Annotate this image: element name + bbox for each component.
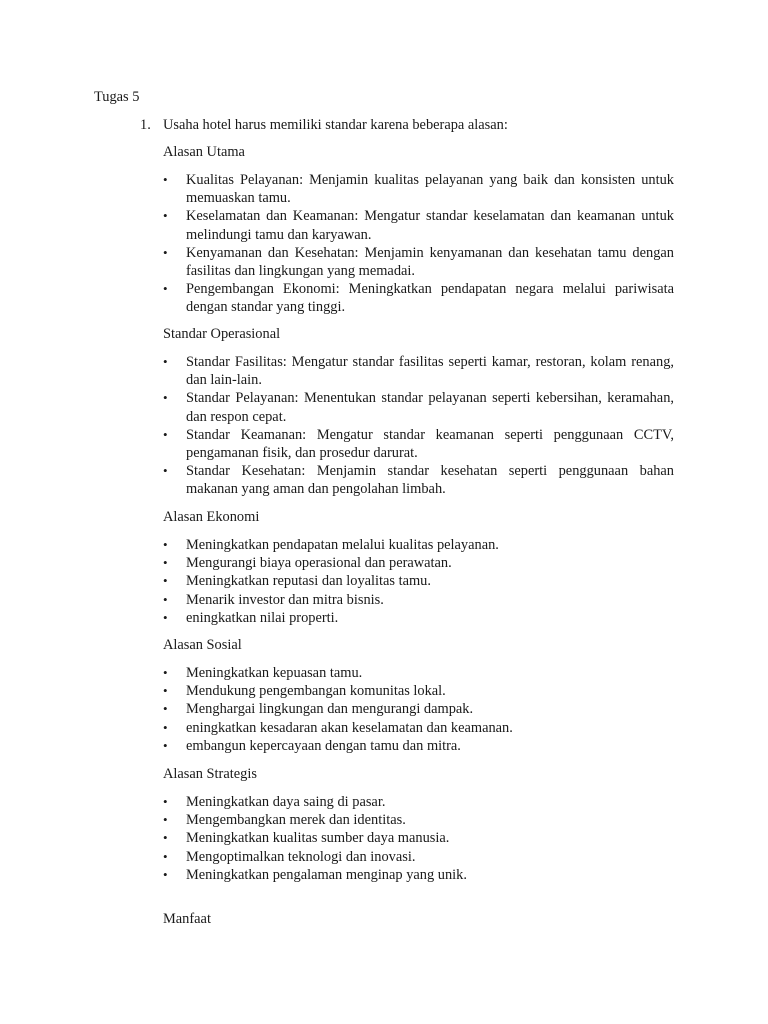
list-item: [163, 353, 674, 389]
list-item: [163, 462, 674, 498]
bullet-icon: •: [163, 573, 168, 589]
list-item: [163, 171, 674, 207]
list-item-text: Meningkatkan kepuasan tamu.: [186, 665, 363, 681]
section-heading-alasan-utama: Alasan Utama: [163, 144, 245, 160]
bullet-list-alasan-strategis: [163, 793, 674, 884]
list-item-text: eningkatkan nilai properti.: [186, 609, 339, 626]
list-item: [163, 811, 674, 829]
list-item-text: embangun kepercayaan dengan tamu dan mitra.: [186, 737, 461, 754]
list-item: [163, 682, 674, 700]
list-item: [163, 609, 674, 627]
bullet-icon: •: [163, 172, 168, 187]
list-item-text: Menghargai lingkungan dan mengurangi dampak.: [186, 701, 474, 718]
list-item: [163, 591, 674, 609]
bullet-icon: •: [163, 591, 168, 607]
list-item-text: Standar Keamanan: Mengatur standar keamanan seperti penggunaan CCTV, pengamanan fisik, dan prosedur darurat.: [186, 426, 674, 462]
bullet-icon: •: [163, 719, 168, 735]
list-item: [163, 389, 674, 425]
list-item: [163, 244, 674, 280]
bullet-list-alasan-ekonomi: [163, 536, 674, 627]
list-item-text: Menarik investor dan mitra bisnis.: [186, 591, 384, 608]
list-item: [163, 829, 674, 847]
list-item-text: Kenyamanan dan Kesehatan: Menjamin kenyamanan dan kesehatan tamu dengan fasilitas dan lingkungan yang memadai.: [186, 244, 674, 280]
list-item-text: Meningkatkan reputasi dan loyalitas tamu.: [186, 573, 431, 590]
list-item-text: Mengembangkan merek dan identitas.: [186, 812, 406, 829]
list-item-text: Keselamatan dan Keamanan: Mengatur standar keselamatan dan keamanan untuk melindungi tamu dan karyawan.: [186, 208, 674, 243]
list-item-text: Kualitas Pelayanan: Menjamin kualitas pelayanan yang baik dan konsisten untuk memuaskan tamu.: [186, 172, 674, 207]
bullet-icon: •: [163, 683, 168, 699]
bullet-icon: •: [163, 281, 168, 297]
list-item: [163, 426, 674, 462]
list-item-text: eningkatkan kesadaran akan keselamatan dan keamanan.: [186, 719, 513, 736]
bullet-list-alasan-utama: [163, 171, 674, 317]
list-item-text: Meningkatkan pengalaman menginap yang unik.: [186, 866, 467, 883]
bullet-icon: •: [163, 812, 168, 828]
list-item: [163, 700, 674, 718]
list-item: [163, 664, 674, 682]
list-item: [163, 719, 674, 737]
bullet-icon: •: [163, 609, 168, 625]
page-title: Tugas 5: [94, 89, 140, 105]
bullet-list-standar-operasional: [163, 353, 674, 499]
bullet-icon: •: [163, 463, 168, 479]
list-item-text: Standar Kesehatan: Menjamin standar kesehatan seperti penggunaan bahan makanan yang aman dan pengolahan limbah.: [186, 463, 674, 498]
list-item-text: Mendukung pengembangan komunitas lokal.: [186, 683, 446, 700]
section-heading-alasan-sosial: Alasan Sosial: [163, 637, 242, 653]
bullet-icon: •: [163, 794, 168, 809]
list-item: [163, 280, 674, 316]
list-item-text: Standar Fasilitas: Mengatur standar fasilitas seperti kamar, restoran, kolam renang, dan lain-lain.: [186, 354, 674, 389]
list-item: [163, 848, 674, 866]
list-item: [163, 572, 674, 590]
bullet-icon: •: [163, 737, 168, 753]
bullet-icon: •: [163, 354, 168, 369]
list-item-text: Meningkatkan pendapatan melalui kualitas pelayanan.: [186, 537, 499, 553]
list-item: [163, 737, 674, 755]
bullet-icon: •: [163, 665, 168, 680]
bullet-icon: •: [163, 537, 168, 552]
section-heading-standar-operasional: Standar Operasional: [163, 326, 281, 342]
list-item: [163, 554, 674, 572]
bullet-icon: •: [163, 244, 168, 260]
bullet-icon: •: [163, 866, 168, 882]
list-item-text: Mengurangi biaya operasional dan perawatan.: [186, 555, 452, 572]
bullet-icon: •: [163, 701, 168, 717]
bullet-list-alasan-sosial: [163, 664, 674, 755]
list-item-text: Standar Pelayanan: Menentukan standar pelayanan seperti kebersihan, keramahan, dan respon cepat.: [186, 390, 674, 425]
list-item-text: Pengembangan Ekonomi: Meningkatkan pendapatan negara melalui pariwisata dengan standar yang tinggi.: [186, 281, 674, 316]
item-text: Usaha hotel harus memiliki standar karena beberapa alasan:: [163, 117, 508, 133]
list-item-text: Meningkatkan daya saing di pasar.: [186, 794, 386, 810]
bullet-icon: •: [163, 555, 168, 571]
section-heading-manfaat: Manfaat: [163, 911, 211, 927]
bullet-icon: •: [163, 848, 168, 864]
section-heading-alasan-ekonomi: Alasan Ekonomi: [163, 509, 260, 525]
list-item: [163, 866, 674, 884]
bullet-icon: •: [163, 208, 168, 224]
list-item: [163, 207, 674, 243]
list-item-text: Meningkatkan kualitas sumber daya manusia.: [186, 830, 450, 847]
list-item: [163, 793, 674, 811]
bullet-icon: •: [163, 426, 168, 442]
item-number: 1.: [140, 117, 151, 133]
list-item-text: Mengoptimalkan teknologi dan inovasi.: [186, 848, 416, 865]
bullet-icon: •: [163, 390, 168, 406]
bullet-icon: •: [163, 830, 168, 846]
list-item: [163, 536, 674, 554]
section-heading-alasan-strategis: Alasan Strategis: [163, 766, 257, 782]
